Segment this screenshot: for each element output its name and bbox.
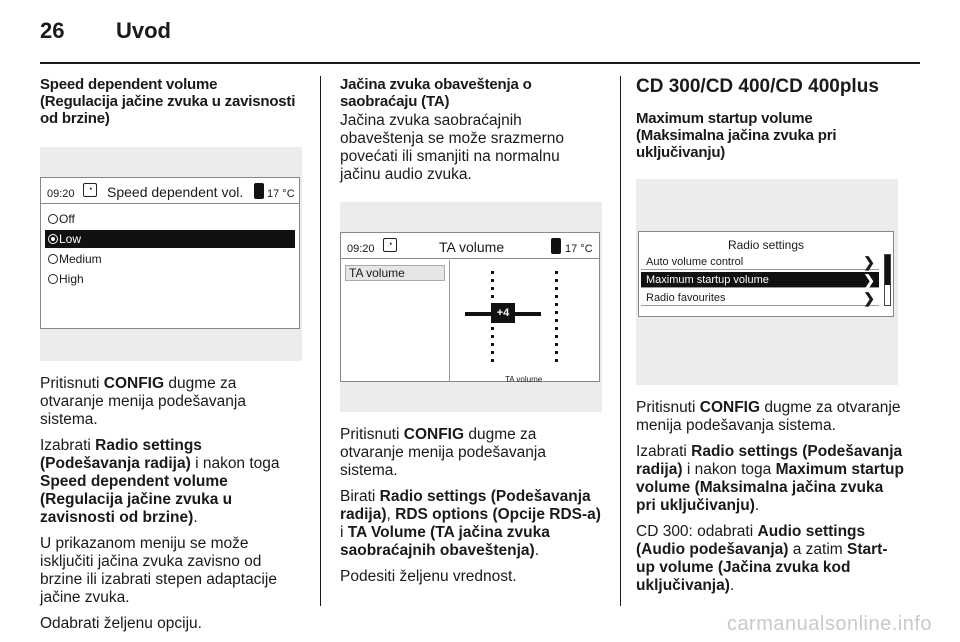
option-high[interactable]: High [45, 270, 295, 288]
chevron-right-icon: ❯ [863, 254, 875, 270]
screen-time: 09:20 [47, 188, 75, 200]
scrollbar[interactable] [884, 254, 891, 306]
slider-caption: TA volume [505, 375, 543, 384]
watermark: carmanualsonline.info [726, 613, 932, 635]
paragraph: U prikazanom meniju se može isključiti jačina zvuka zavisno od brzine ili izabrati stepen adaptacije jačine zvuka. [40, 535, 277, 606]
screen-status-bar [341, 233, 599, 259]
ta-volume-figure [340, 202, 602, 412]
chevron-right-icon: ❯ [863, 272, 875, 288]
option-medium[interactable]: Medium [45, 250, 295, 268]
paragraph: Podesiti željenu vrednost. [340, 568, 517, 585]
section-heading: Jačina zvuka obaveštenja o saobraćaju (TA) [340, 76, 532, 110]
column-divider-2 [620, 76, 621, 606]
clock-icon: ◔ [83, 183, 97, 197]
speed-volume-figure [40, 147, 302, 361]
section-title: CD 300/CD 400/CD 400plus [636, 76, 879, 97]
screen-title: Radio settings [727, 238, 805, 252]
ta-volume-slider[interactable] [465, 309, 541, 319]
thermometer-icon [254, 183, 264, 199]
paragraph: CD 300: odabrati Audio settings (Audio podešavanja) a zatim Start-up volume (Jačina zvuka kod uključivanja). [636, 523, 888, 594]
ta-volume-value: +4 [491, 303, 515, 323]
option-off[interactable]: Off [45, 210, 295, 228]
header-divider [40, 62, 920, 64]
paragraph: Jačina zvuka saobraćajnih obaveštenja se može srazmerno povećati ili smanjiti na normalnu jačinu audio zvuka. [340, 112, 565, 183]
paragraph: Odabrati željenu opciju. [40, 615, 202, 632]
option-low[interactable]: Low [45, 230, 295, 248]
column-divider-1 [320, 76, 321, 606]
pane-divider [449, 260, 450, 381]
thermometer-icon [551, 238, 561, 254]
clock-icon: ◔ [383, 238, 397, 252]
section-heading: Speed dependent volume (Regulacija jačine zvuka u zavisnosti od brzine) [40, 76, 296, 127]
radio-settings-figure [636, 179, 898, 385]
column-3 [636, 76, 906, 595]
radio-icon [48, 214, 58, 224]
page-header [40, 18, 920, 58]
screen-temperature: 17 °C [565, 243, 593, 255]
paragraph: Pritisnuti CONFIG dugme za otvaranje menija podešavanja sistema. [340, 426, 546, 479]
screen-time: 09:20 [347, 243, 375, 255]
chapter-title: Uvod [116, 18, 171, 43]
paragraph: Izabrati Radio settings (Podešavanja radija) i nakon toga Maximum startup volume (Maksimalna jačina zvuka pri uključivanju). [636, 443, 904, 514]
section-heading: Maximum startup volume (Maksimalna jačina zvuka pri uključivanju) [636, 110, 837, 161]
paragraph: Pritisnuti CONFIG dugme za otvaranje menija podešavanja sistema. [636, 399, 901, 434]
menu-row-radio-favourites[interactable]: Radio favourites ❯ [641, 290, 879, 306]
paragraph: Pritisnuti CONFIG dugme za otvaranje menija podešavanja sistema. [40, 375, 246, 428]
scale-right [555, 271, 558, 367]
screen-title: Speed dependent vol. [107, 184, 244, 200]
paragraph: Birati Radio settings (Podešavanja radija), RDS options (Opcije RDS-a) i TA Volume (TA jačina zvuka saobraćajnih obaveštenja). [340, 488, 601, 559]
display-screen [340, 232, 600, 382]
display-screen [638, 231, 894, 317]
menu-row-auto-volume[interactable]: Auto volume control ❯ [641, 254, 879, 270]
radio-selected-icon [48, 234, 58, 244]
screen-status-bar [41, 178, 299, 204]
ta-volume-menu-item[interactable]: TA volume [345, 265, 445, 281]
paragraph: Izabrati Radio settings (Podešavanja radija) i nakon toga Speed dependent volume (Regulacija jačine zvuka u zavisnosti od brzine). [40, 437, 280, 526]
screen-title: TA volume [439, 239, 505, 255]
radio-icon [48, 254, 58, 264]
scrollbar-thumb[interactable] [885, 255, 890, 285]
radio-icon [48, 274, 58, 284]
screen-temperature: 17 °C [267, 188, 295, 200]
display-screen [40, 177, 300, 329]
page-number: 26 [40, 18, 65, 43]
menu-row-max-startup-volume[interactable]: Maximum startup volume ❯ [641, 272, 879, 288]
column-1 [40, 76, 302, 633]
chevron-right-icon: ❯ [863, 290, 875, 306]
column-2 [340, 76, 602, 586]
